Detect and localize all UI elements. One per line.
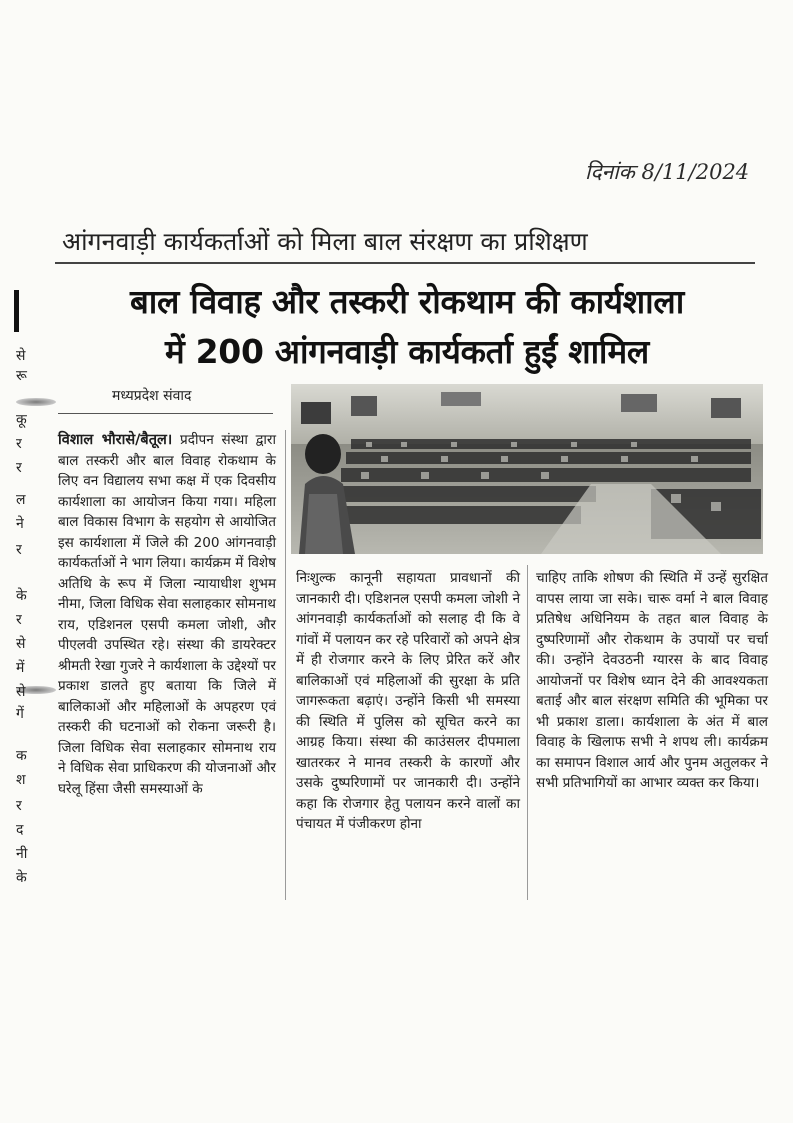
byline-rule [58,413,273,414]
margin-fragment: नी [16,846,28,862]
margin-fragment: र [16,798,22,814]
column-divider-1 [285,430,286,900]
workshop-photo [291,384,763,554]
margin-fragment: रू [16,368,27,384]
margin-fragment: क [16,748,27,764]
margin-fragment: र [16,460,22,476]
article-column-2: निःशुल्क कानूनी सहायता प्रावधानों की जानकारी दी। एडिशनल एसपी कमला जोशी ने आंगनवाड़ी कार्यकर्ताओं को सलाह दी कि वे गांवों में पलायन कर रहे परिवारों को अपने क्षेत्र में ही रोजगार करने के लिए प्रेरित करें और बालिकाओं एवं महिलाओं की सुरक्षा के प्रति जागरूकता बढ़ाएं। उन्होंने किसी भी समस्या की स्थिति में पुलिस को सूचित करने का आग्रह किया। संस्था की काउंसलर दीपमाला खातरकर ने मानव तस्करी के कारणों और उसके दुष्परिणामों पर जानकारी दी। उन्होंने कहा कि रोजगार हेतु पलायन करने वालों का पंचायत में पंजीकरण होना [296,570,520,832]
article-column-1-text: प्रदीपन संस्था द्वारा बाल तस्करी और बाल विवाह रोकथाम के लिए वन विद्यालय सभा कक्ष में एक दिवसीय कार्यशाला का आयोजन किया गया। महिला बाल विकास विभाग के सहयोग से आयोजित इस कार्यशाला में जिले की 200 आंगनवाड़ी कार्यकर्ताओं ने भाग लिया। कार्यक्रम में विशेष अतिथि के रूप में जिला न्यायाधीश शुभम नीमा, जिला विधिक सेवा सलाहकार सोमनाथ राय, एडिशनल एसपी कमला जोशी, और पीएलवी उपस्थित रहे। संस्था की डायरेक्टर श्रीमती रेखा गुजरे ने कार्यशाला के उद्देश्यों पर प्रकाश डालते हुए बताया कि जिले में बालिकाओं और महिलाओं के अपहरण एवं तस्करी की घटनाओं को रोकना जरूरी है। जिला विधिक सेवा सलाहकार सोमनाथ राय ने विधिक सेवा प्राधिकरण की योजनाओं और घरेलू हिंसा जैसी समस्याओं के [58,432,277,797]
kicker-headline: आंगनवाड़ी कार्यकर्ताओं को मिला बाल संरक्षण का प्रशिक्षण [62,227,588,256]
margin-fragment: ने [16,516,24,532]
margin-fragment: श [16,772,26,788]
headline-line-1: बाल विवाह और तस्करी रोकथाम की कार्यशाला [129,282,685,321]
margin-fragment: र [16,542,22,558]
margin-fragment: ल [16,492,26,508]
article-column-1 [58,430,276,799]
margin-fragment: से [16,684,26,700]
handwritten-date: दिनांक 8/11/2024 [585,160,750,184]
margin-fragment: गें [16,706,24,722]
margin-fragment: र [16,436,22,452]
margin-fragment: र [16,612,22,628]
column-divider-2 [527,565,528,900]
margin-fragment: के [16,870,27,886]
margin-fragment: से [16,348,26,364]
adjacent-column-fragments [2,290,42,890]
margin-fragment: कू [16,412,27,428]
margin-fragment: में [16,660,25,676]
byline: मध्यप्रदेश संवाद [112,388,192,404]
article-column-3: चाहिए ताकि शोषण की स्थिति में उन्हें सुरक्षित वापस लाया जा सके। चारू वर्मा ने बाल विवाह प्रतिषेध अधिनियम के तहत बाल विवाह के दुष्परिणामों और रोकथाम के उपायों पर चर्चा की। उन्होंने देवउठनी ग्यारस के बाद विवाह आयोजनों पर विशेष ध्यान देने की आवश्यकता बताई और बाल संरक्षण समिति की भूमिका पर भी प्रकाश डाला। कार्यशाला के अंत में बाल विवाह के खिलाफ सभी ने शपथ ली। कार्यक्रम का समापन विशाल आर्य और पुनम अतुलकर ने सभी प्रतिभागियों का आभार व्यक्त कर किया। [536,570,768,791]
margin-fragment: द [16,822,24,838]
workshop-photo-illustration [291,384,763,554]
article-lead: विशाल भौरासे/बैतूल। [58,432,173,448]
margin-fragment: के [16,588,27,604]
headline-rule [55,262,755,264]
margin-fragment: से [16,636,26,652]
headline-line-2: में 200 आंगनवाड़ी कार्यकर्ता हुईं शामिल [165,332,649,371]
